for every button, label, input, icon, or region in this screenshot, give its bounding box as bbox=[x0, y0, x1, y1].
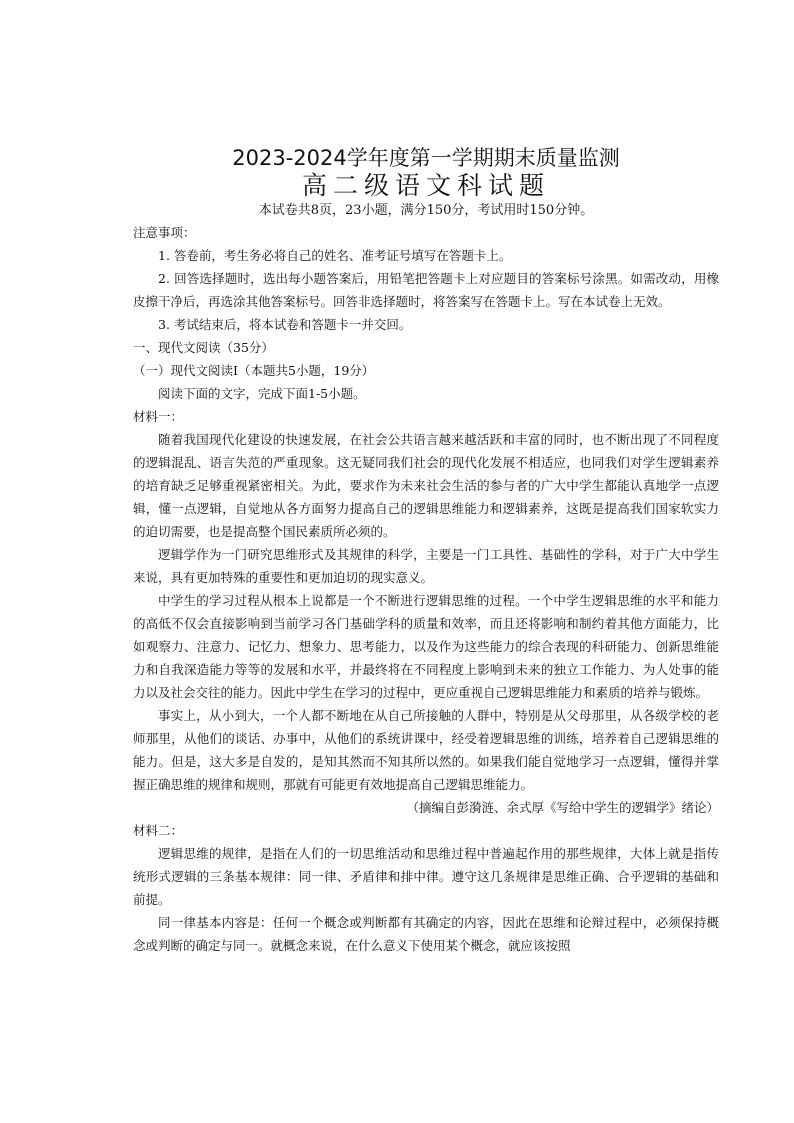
material-1-paragraph: 事实上，从小到大，一个人都不断地在从自己所接触的人群中，特别是从父母那里，从各级学校的老师那里，从他们的谈话、办事中，从他们的系统讲课中，经受着逻辑思维的训练，培养着自己逻辑思维的能力。但是，这大多是自发的，是知其然而不知其所以然的。如果我们能自觉地学习一点逻辑，懂得并掌握正确思维的规律和规则，那就有可能更有效地提高自己逻辑思维能力。 bbox=[133, 708, 719, 792]
page-content bbox=[133, 145, 719, 957]
exam-info: 本试卷共8页，23小题，满分150分，考试用时150分钟。 bbox=[258, 203, 594, 218]
material-2-label: 材料二： bbox=[133, 823, 184, 838]
material-1-label: 材料一： bbox=[133, 409, 184, 424]
notice-item-3: 3. 考试结束后，将本试卷和答题卡一并交回。 bbox=[158, 317, 412, 332]
material-2-paragraph: 同一律基本内容是：任何一个概念或判断都有其确定的内容，因此在思维和论辩过程中，必须保持概念或判断的确定与同一。就概念来说，在什么意义下使用某个概念，就应该按照 bbox=[133, 915, 719, 953]
material-1-paragraph: 随着我国现代化建设的快速发展，在社会公共语言越来越活跃和丰富的同时，也不断出现了不同程度的逻辑混乱、语言失范的严重现象。这无疑同我们社会的现代化发展不相适应，也同我们对学生逻辑素养的培育缺乏足够重视紧密相关。为此，要求作为未来社会生活的参与者的广大中学生都能认真地学一点逻辑，懂一点逻辑，自觉地从各方面努力提高自己的逻辑思维能力和逻辑素养，这既是提高我们国家软实力的迫切需要，也是提高整个国民素质所必须的。 bbox=[133, 432, 719, 539]
notice-item-1: 1. 答卷前，考生务必将自己的姓名、准考证号填写在答题卡上。 bbox=[158, 248, 512, 263]
exam-subtitle: 高二级语文科试题 bbox=[301, 171, 550, 200]
material-1-source: （摘编自彭漪涟、余式厚《写给中学生的逻辑学》绪论） bbox=[406, 800, 719, 815]
section-heading: 一、现代文阅读（35分） bbox=[133, 340, 274, 355]
reading-instruction: 阅读下面的文字，完成下面1-5小题。 bbox=[158, 386, 366, 401]
notice-heading: 注意事项： bbox=[133, 225, 196, 240]
notice-item-2: 2. 回答选择题时，选出每小题答案后，用铅笔把答题卡上对应题目的答案标号涂黑。如需改动，用橡皮擦干净后，再选涂其他答案标号。回答非选择题时，将答案写在答题卡上。写在本试卷上无效。 bbox=[133, 271, 719, 309]
material-2-paragraph: 逻辑思维的规律，是指在人们的一切思维活动和思维过程中普遍起作用的那些规律，大体上就是指传统形式逻辑的三条基本规律：同一律、矛盾律和排中律。遵守这几条规律是思维正确、合乎逻辑的基础和前提。 bbox=[133, 846, 719, 907]
section-subheading: （一）现代文阅读Ⅰ（本题共5小题，19分） bbox=[133, 363, 375, 378]
material-1-paragraph: 逻辑学作为一门研究思维形式及其规律的科学，主要是一门工具性、基础性的学科，对于广大中学生来说，具有更加特殊的重要性和更加迫切的现实意义。 bbox=[133, 547, 719, 585]
material-1-paragraph: 中学生的学习过程从根本上说都是一个不断进行逻辑思维的过程。一个中学生逻辑思维的水平和能力的高低不仅会直接影响到当前学习各门基础学科的质量和效率，而且还将影响和制约着其他方面能力，比如观察力、注意力、记忆力、想象力、思考能力，以及作为这些能力的综合表现的科研能力、创新思维能力和自我深造能力等等的发展和水平，并最终将在不同程度上影响到未来的独立工作能力、为人处事的能力以及社会交往的能力。因此中学生在学习的过程中，更应重视自己逻辑思维能力和素质的培养与锻炼。 bbox=[133, 593, 719, 700]
exam-title: 2023-2024学年度第一学期期末质量监测 bbox=[232, 146, 620, 170]
